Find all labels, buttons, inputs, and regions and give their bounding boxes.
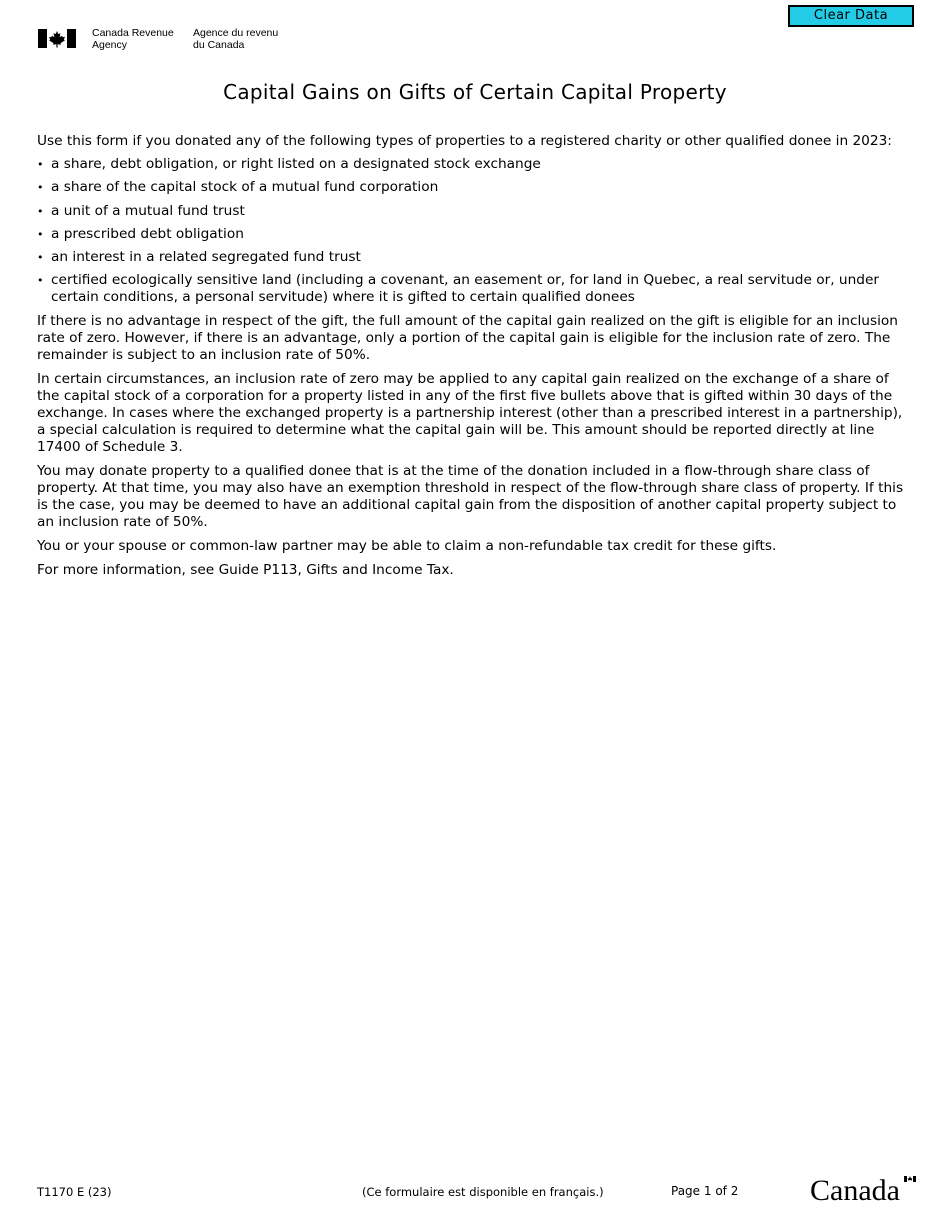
canada-flag-icon <box>38 29 76 48</box>
paragraph-flow-through: You may donate property to a qualified donee that is at the time of the donation included in a flow-through share class of property. At that time, you may also have an exemption threshold in respect of the flow-through share class of property. If this is the case, you may be deemed to have an additional capital gain from the disposition of another capital property subject to an inclusion rate of 50%. <box>37 462 904 530</box>
agency-fr-line1: Agence du revenu <box>193 27 279 39</box>
canada-wordmark-logo <box>810 1172 916 1204</box>
agency-name-english <box>92 27 174 51</box>
intro-paragraph: Use this form if you donated any of the following types of properties to a registered charity or other qualified donee in 2023: <box>37 133 892 149</box>
list-item: • a share of the capital stock of a mutual fund corporation <box>37 179 907 196</box>
page-number: Page 1 of 2 <box>671 1184 739 1198</box>
agency-fr-line2: du Canada <box>193 39 245 51</box>
form-identifier: T1170 E (23) <box>37 1185 112 1199</box>
list-item: • certified ecologically sensitive land (including a covenant, an easement or, for land in Quebec, a real servitude or, under certain conditions, a personal servitude) where it is gifted to certain qualified donees <box>37 272 907 306</box>
property-type-list <box>37 156 907 306</box>
list-item: • an interest in a related segregated fund trust <box>37 249 907 266</box>
page-title: Capital Gains on Gifts of Certain Capital Property <box>223 80 727 104</box>
list-item: • a share, debt obligation, or right listed on a designated stock exchange <box>37 156 907 173</box>
agency-en-line2: Agency <box>92 39 128 51</box>
paragraph-advantage: If there is no advantage in respect of the gift, the full amount of the capital gain realized on the gift is eligible for an inclusion rate of zero. However, if there is an advantage, only a portion of the capital gain is eligible for the inclusion rate of zero. The remainder is subject to an inclusion rate of 50%. <box>37 312 898 363</box>
clear-data-button[interactable]: Clear Data <box>788 5 914 27</box>
canada-wordmark-text: Canada <box>810 1174 900 1204</box>
list-item: • a prescribed debt obligation <box>37 226 907 243</box>
paragraph-exchange: In certain circumstances, an inclusion rate of zero may be applied to any capital gain realized on the exchange of a share of the capital stock of a corporation for a property listed in any of the first five bullets above that is gifted within 30 days of the exchange. In cases where the exchanged property is a partnership interest (other than a prescribed interest in a partnership), a special calculation is required to determine what the capital gain will be. This amount should be reported directly at line 17400 of Schedule 3. <box>37 370 903 455</box>
form-instructions <box>37 133 907 586</box>
list-item: • a unit of a mutual fund trust <box>37 203 907 220</box>
paragraph-more-info: For more information, see Guide P113, Gifts and Income Tax. <box>37 561 454 578</box>
paragraph-tax-credit: You or your spouse or common-law partner may be able to claim a non-refundable tax credit for these gifts. <box>37 537 777 554</box>
agency-en-line1: Canada Revenue <box>92 27 174 39</box>
agency-name-french <box>193 27 278 51</box>
french-availability-note: (Ce formulaire est disponible en français.) <box>362 1185 604 1199</box>
